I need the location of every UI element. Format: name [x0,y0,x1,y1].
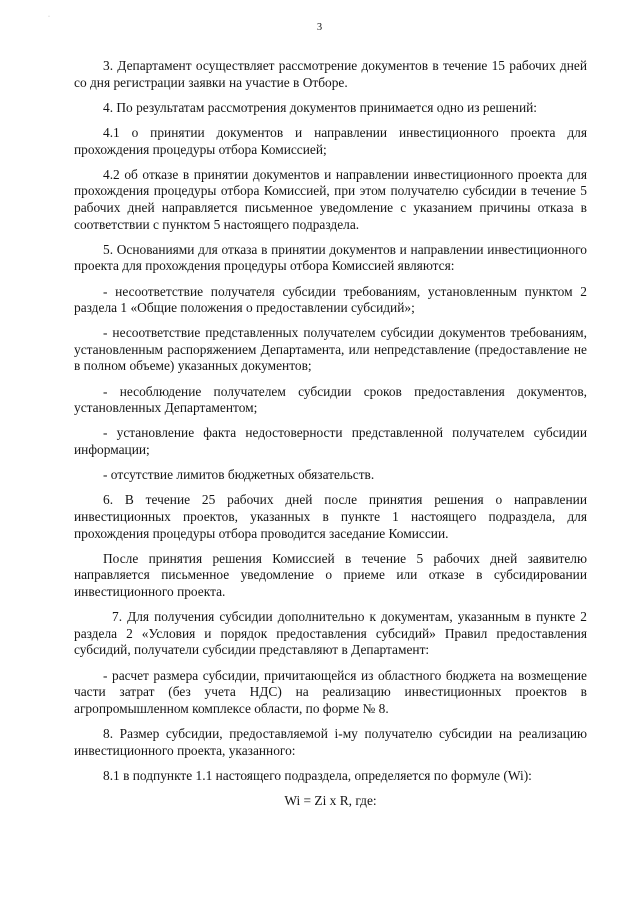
list-item-reason-1: - несоответствие получателя субсидии требованиям, установленным пунктом 2 раздела 1 «Общие положения о предоставлении субсидий»; [74,283,587,316]
paragraph-7: 7. Для получения субсидии дополнительно к документам, указанным в пункте 2 раздела 2 «Условия и порядок предоставления субсидий» Правил предоставления субсидий, получатели субсидии представляют в Департамент: [74,609,587,658]
list-item-reason-5: - отсутствие лимитов бюджетных обязательств. [103,467,375,483]
paragraph-5: 5. Основаниями для отказа в принятии документов и направлении инвестиционного проекта для прохождения процедуры отбора Комиссией являются: [74,241,587,274]
paragraph-4-2: 4.2 об отказе в принятии документов и направлении инвестиционного проекта для прохождения процедуры отбора Комиссией, при этом получателю субсидии в течение 5 рабочих дней направляется письменное уведомление с указанием причины отказа в соответствии с пунктом 5 настоящего подраздела. [74,166,587,232]
list-item-reason-2: - несоответствие представленных получателем субсидии документов требованиям, установленным распоряжением Департамента, или непредставление (предоставление не в полном объеме) указанных документов; [74,325,587,374]
paragraph-6-continued: После принятия решения Комиссией в течение 5 рабочих дней заявителю направляется письменное уведомление о приеме или отказе в субсидировании инвестиционного проекта. [74,550,587,599]
paragraph-4: 4. По результатам рассмотрения документов принимается одно из решений: [103,99,538,115]
formula: Wi = Zi x R, где: [284,792,377,808]
list-item-reason-3: - несоблюдение получателем субсидии сроков предоставления документов, установленных Департаментом; [74,383,587,416]
paragraph-6: 6. В течение 25 рабочих дней после принятия решения о направлении инвестиционных проектов, указанных в пункте 1 настоящего подраздела, для прохождения процедуры отбора проводится заседание Комиссии. [74,492,587,541]
document-body [74,58,587,818]
paragraph-8-1: 8.1 в подпункте 1.1 настоящего подраздела, определяется по формуле (Wi): [103,767,532,783]
paragraph-8: 8. Размер субсидии, предоставляемой i-му получателю субсидии на реализацию инвестиционного проекта, указанного: [74,725,587,758]
paragraph-4-1: 4.1 о принятии документов и направлении инвестиционного проекта для прохождения процедуры отбора Комиссией; [74,124,587,157]
list-item-calculation: - расчет размера субсидии, причитающейся из областного бюджета на возмещение части затрат (без учета НДС) на реализацию инвестиционных проектов в агропромышленном комплексе области, по форме № 8. [74,667,587,716]
page-number: 3 [316,22,323,33]
list-item-reason-4: - установление факта недостоверности представленной получателем субсидии информации; [74,425,587,458]
paragraph-3: 3. Департамент осуществляет рассмотрение документов в течение 15 рабочих дней со дня регистрации заявки на участие в Отборе. [74,58,587,90]
scan-mark: · [48,14,50,20]
